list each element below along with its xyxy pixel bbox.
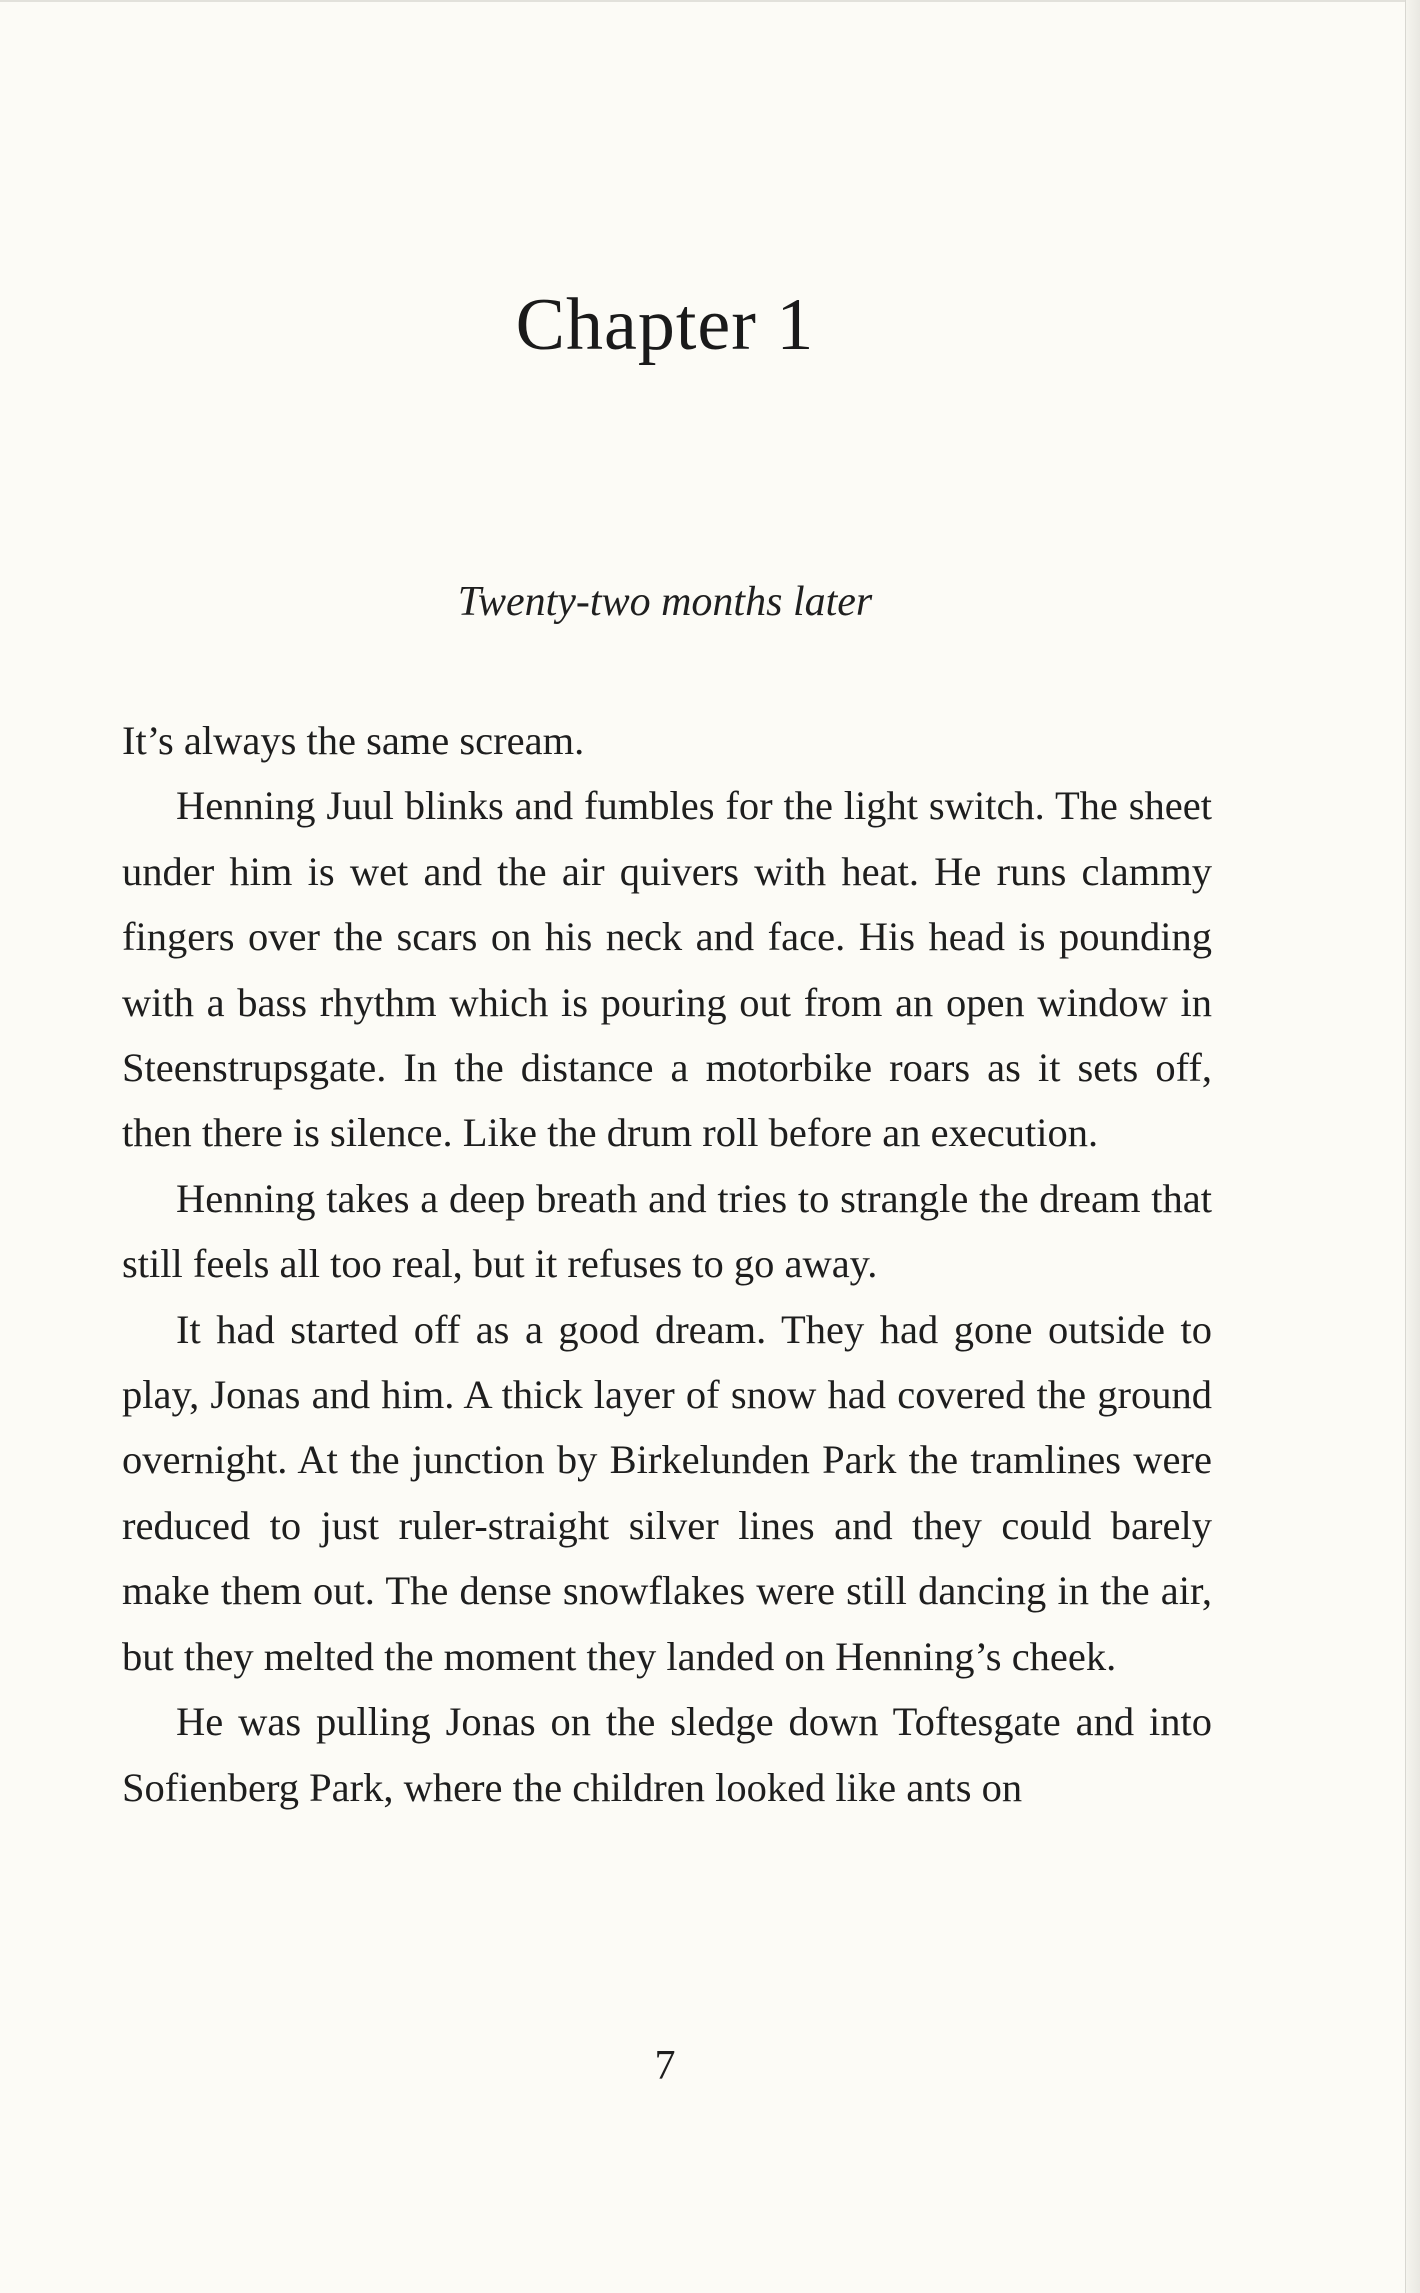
chapter-title: Chapter 1 bbox=[515, 284, 815, 366]
paragraph-4: It had started off as a good dream. They had gone outside to play, Jonas and him. A thick layer of snow had covered the ground overnight. At the junction by Birkelunden Park the tramlines were reduced to just ruler-straight silver lines and they could barely make them out. The dense snowflakes were still dancing in the air, but they melted the moment they landed on Henning’s cheek. bbox=[122, 1306, 1212, 1679]
page-top-edge bbox=[0, 0, 1406, 2]
paragraph-5: He was pulling Jonas on the sledge down Toftesgate and into Sofienberg Park, where the children looked like ants on bbox=[122, 1699, 1212, 1810]
paragraph-2: Henning Juul blinks and fumbles for the light switch. The sheet under him is wet and the air quivers with heat. He runs clammy fingers over the scars on his neck and face. His head is pounding with a bass rhythm which is pouring out from an open window in Steenstrupsgate. In the distance a motorbike roars as it sets off, then there is silence. Like the drum roll before an execution. bbox=[122, 783, 1212, 1156]
page-right-edge bbox=[1405, 0, 1420, 2293]
chapter-subtitle: Twenty-two months later bbox=[457, 579, 873, 625]
paragraph-3: Henning takes a deep breath and tries to strangle the dream that still feels all too real, but it refuses to go away. bbox=[122, 1175, 1212, 1287]
page-number: 7 bbox=[654, 2043, 676, 2089]
body-text bbox=[122, 708, 1212, 1820]
paragraph-1: It’s always the same scream. bbox=[122, 718, 585, 763]
